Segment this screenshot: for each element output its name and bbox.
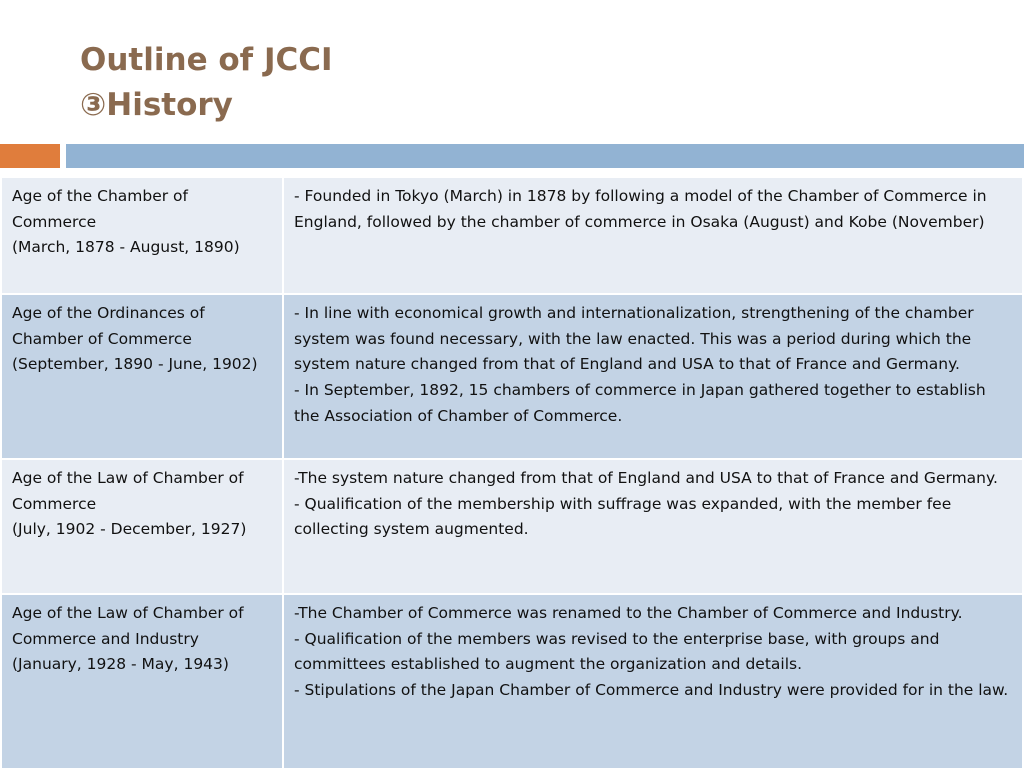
era-cell: Age of the Law of Chamber of Commerce (July, 1902 - December, 1927) — [1, 459, 283, 594]
accent-bar-orange — [0, 144, 60, 168]
description-cell: -The Chamber of Commerce was renamed to the Chamber of Commerce and Industry. - Qualification of the members was revised to the enterprise base, with groups and committees established to augment the organization and details. - Stipulations of the Japan Chamber of Commerce and Industry were provided for in the law. — [283, 594, 1023, 768]
table-row — [1, 459, 1023, 594]
description-cell: -The system nature changed from that of England and USA to that of France and Germany. - Qualification of the membership with suffrage was expanded, with the member fee collecting system augmented. — [283, 459, 1023, 594]
description-cell: - In line with economical growth and internationalization, strengthening of the chamber system was found necessary, with the law enacted. This was a period during which the system nature changed from that of England and USA to that of France and Germany. - In September, 1892, 15 chambers of commerce in Japan gathered together to establish the Association of Chamber of Commerce. — [283, 294, 1023, 459]
title-line-1: Outline of JCCI — [80, 42, 333, 78]
slide-title — [80, 38, 333, 128]
history-table — [0, 176, 1024, 768]
title-line-2: ③History — [80, 87, 233, 123]
era-cell: Age of the Chamber of Commerce (March, 1878 - August, 1890) — [1, 177, 283, 294]
table-row — [1, 594, 1023, 768]
era-cell: Age of the Ordinances of Chamber of Commerce (September, 1890 - June, 1902) — [1, 294, 283, 459]
table-row — [1, 177, 1023, 294]
table-row — [1, 294, 1023, 459]
accent-bar-blue — [66, 144, 1024, 168]
description-cell: - Founded in Tokyo (March) in 1878 by following a model of the Chamber of Commerce in England, followed by the chamber of commerce in Osaka (August) and Kobe (November) — [283, 177, 1023, 294]
era-cell: Age of the Law of Chamber of Commerce and Industry (January, 1928 - May, 1943) — [1, 594, 283, 768]
